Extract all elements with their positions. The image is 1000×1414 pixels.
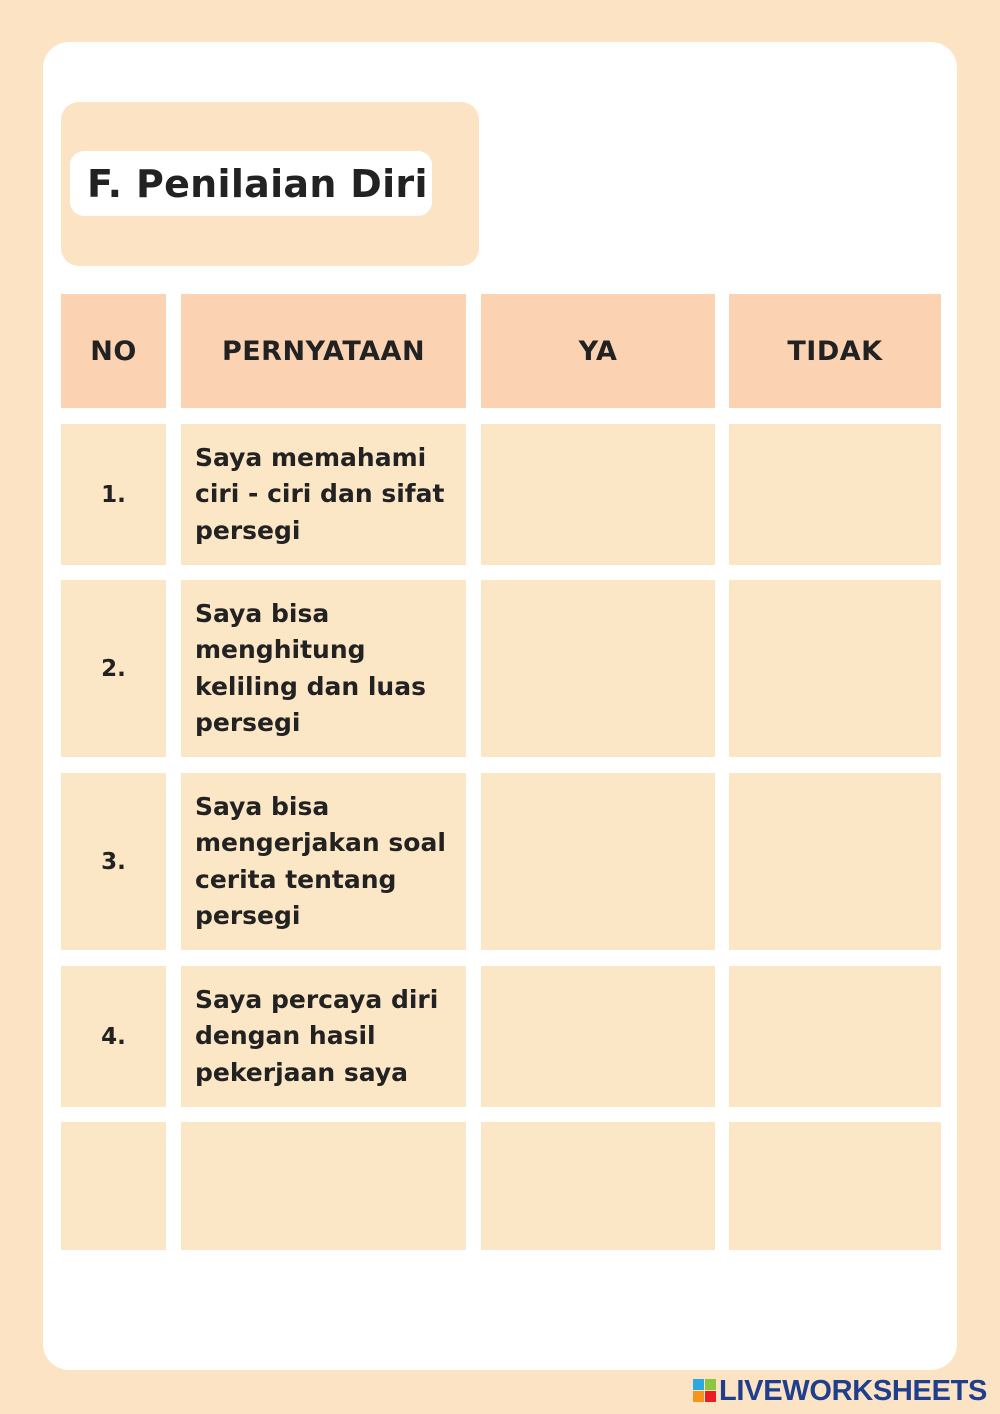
header-statement-label: PERNYATAAN [221, 335, 426, 367]
row-3-statement-cell [181, 773, 466, 950]
statement-line: mengerjakan soal [195, 828, 446, 857]
row-3-yes-answer[interactable] [481, 773, 715, 950]
row-statement [195, 789, 446, 935]
row-4-no-answer[interactable] [729, 966, 941, 1107]
statement-line: persegi [195, 901, 301, 930]
brand-footer [693, 1375, 987, 1407]
statement-line: dengan hasil [195, 1021, 376, 1051]
row-5-no-answer[interactable] [729, 1122, 941, 1250]
row-1-yes-answer[interactable] [481, 424, 715, 565]
header-no [61, 294, 166, 408]
statement-line: Saya bisa [195, 791, 330, 821]
row-5-number-cell [61, 1122, 166, 1250]
row-statement [195, 596, 426, 742]
row-2-yes-answer[interactable] [481, 580, 715, 757]
header-yes [481, 294, 715, 408]
row-statement [195, 440, 444, 550]
row-number: 1. [101, 481, 126, 508]
row-3-no-answer[interactable] [729, 773, 941, 950]
statement-line: keliling dan luas [195, 671, 426, 701]
statement-line: Saya bisa [195, 598, 330, 628]
header-no-label: NO [90, 335, 137, 367]
title-box [70, 151, 432, 216]
statement-line: ciri - ciri dan sifat [195, 479, 445, 509]
header-no-option-label: TIDAK [787, 335, 883, 367]
statement-line: Saya percaya diri [195, 984, 439, 1014]
statement-line: persegi [195, 708, 301, 737]
liveworksheets-logo-icon [693, 1379, 717, 1403]
statement-line: Saya memahami [195, 442, 427, 472]
statement-line: pekerjaan saya [195, 1057, 409, 1087]
row-2-no-answer[interactable] [729, 580, 941, 757]
row-4-number-cell [61, 966, 166, 1107]
brand-name: LIVEWORKSHEETS [719, 1374, 988, 1407]
row-3-number-cell [61, 773, 166, 950]
row-5-yes-answer[interactable] [481, 1122, 715, 1250]
row-statement [195, 982, 438, 1092]
row-4-yes-answer[interactable] [481, 966, 715, 1107]
row-5-statement-cell [181, 1122, 466, 1250]
header-no-option [729, 294, 941, 408]
statement-line: menghitung [195, 635, 366, 664]
row-1-no-answer[interactable] [729, 424, 941, 565]
header-statement [181, 294, 466, 408]
row-1-number-cell [61, 424, 166, 565]
row-number: 3. [101, 848, 126, 875]
row-number: 2. [101, 655, 126, 682]
row-number: 4. [101, 1023, 126, 1050]
row-1-statement-cell [181, 424, 466, 565]
statement-line: persegi [195, 515, 301, 545]
row-4-statement-cell [181, 966, 466, 1107]
page-title: F. Penilaian Diri [87, 161, 428, 206]
header-yes-label: YA [578, 335, 618, 367]
row-2-statement-cell [181, 580, 466, 757]
statement-line: cerita tentang [195, 864, 397, 894]
row-2-number-cell [61, 580, 166, 757]
